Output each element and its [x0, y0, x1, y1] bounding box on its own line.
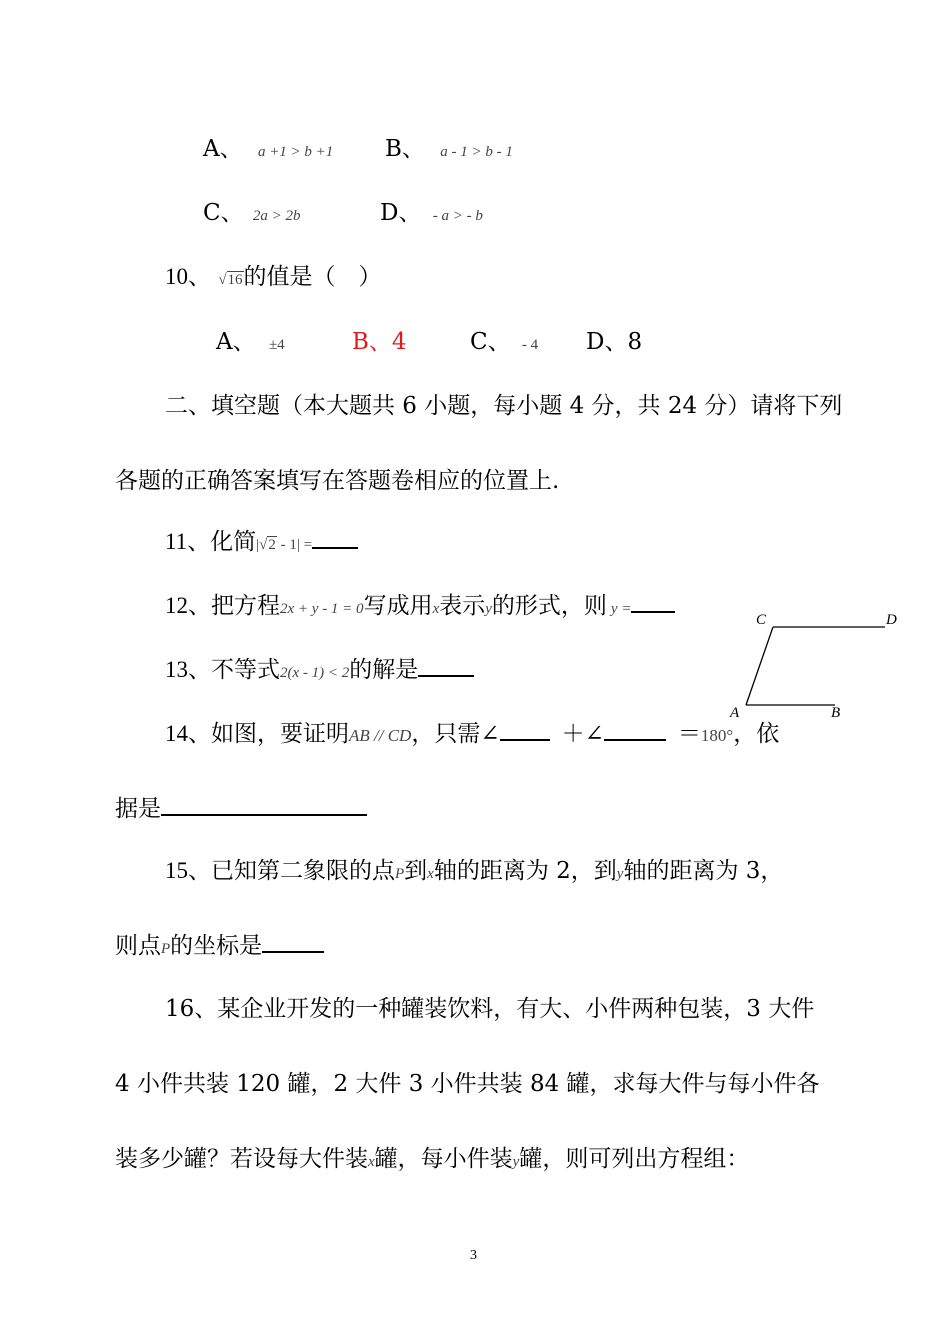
radicand: 2 — [268, 537, 276, 553]
q9-option-d — [380, 198, 483, 231]
q10-option-d — [586, 327, 642, 357]
question-number: 15、 — [165, 858, 211, 883]
text-span: 则点 — [115, 933, 161, 959]
text-span: 表示 — [439, 593, 486, 619]
answer-blank[interactable] — [312, 527, 358, 549]
parallel-lines-figure — [725, 606, 905, 722]
text-span: 装多少罐？若设每大件装 — [115, 1146, 368, 1172]
label-d: D — [886, 612, 897, 628]
inequality: 2(x - 1) < 2 — [280, 665, 350, 681]
option-label: A、 — [216, 329, 256, 355]
text-span: ＋∠ — [561, 721, 604, 747]
question-14-line2 — [115, 794, 367, 824]
question-14 — [165, 719, 779, 751]
question-number: 11、 — [165, 529, 211, 554]
question-16-line3 — [115, 1144, 749, 1177]
text-span: ，只需∠ — [411, 721, 500, 747]
option-math: - a > - b — [432, 208, 483, 224]
var-y: y — [485, 601, 492, 617]
q9-option-b — [385, 134, 513, 167]
answer-blank-angle-1[interactable] — [500, 719, 550, 741]
text-span: 据是 — [115, 796, 161, 822]
text-span: 轴的距离为 3， — [623, 858, 784, 884]
label-b: B — [831, 705, 841, 721]
text-span: 如图，要证明 — [211, 721, 349, 747]
text-span: 轴的距离为 2，到 — [433, 858, 617, 884]
text-span: 到 — [404, 858, 428, 884]
abs-expression: |√2 - 1| = — [256, 537, 313, 553]
var-x: x — [368, 1154, 375, 1170]
answer-blank[interactable] — [418, 655, 474, 677]
radicand: 16 — [227, 272, 243, 288]
question-16-line1: 16、某企业开发的一种罐装饮料，有大、小件两种包装，3 大件 — [165, 996, 815, 1022]
option-math: a +1 > b +1 — [257, 144, 334, 160]
question-number: 13、 — [165, 657, 211, 682]
q10-option-c — [470, 327, 538, 360]
text-span: 不等式 — [211, 657, 280, 683]
question-16-line2: 4 小件共装 120 罐，2 大件 3 小件共装 84 罐，求每大件与每小件各 — [115, 1071, 820, 1097]
sqrt-expression: √16 — [218, 272, 243, 288]
q10-option-b-correct — [352, 327, 407, 357]
option-label: B、 — [385, 136, 425, 162]
text-span: 罐，每小件装 — [374, 1146, 513, 1172]
section-2-heading-line1: 二、填空题（本大题共 6 小题，每小题 4 分，共 24 分）请将下列 — [165, 393, 843, 419]
q10-option-a — [216, 327, 285, 360]
var-x: x — [427, 866, 434, 882]
option-math: ±4 — [268, 337, 285, 353]
option-label: D、8 — [586, 329, 643, 355]
option-label: A、 — [203, 136, 243, 162]
label-c: C — [756, 612, 767, 628]
option-math: - 4 — [521, 337, 539, 353]
text-span: 的解是 — [349, 657, 419, 683]
question-11 — [165, 527, 358, 560]
answer-blank[interactable] — [262, 931, 324, 953]
question-15 — [165, 856, 783, 889]
section-2-heading-line2: 各题的正确答案填写在答题卷相应的位置上. — [115, 468, 560, 494]
math-rest: - 1| = — [276, 537, 313, 553]
var-p: P — [161, 941, 171, 957]
option-label: B、4 — [352, 329, 407, 355]
var-x: x — [432, 601, 440, 617]
question-text: 的值是（ ） — [243, 264, 382, 290]
parallel-expression: AB // CD — [349, 726, 412, 745]
segment-ca — [746, 627, 773, 705]
label-a: A — [730, 705, 740, 721]
text-span: 写成用 — [363, 593, 433, 619]
text-span: 把方程 — [211, 593, 280, 619]
var-y: y — [512, 1154, 520, 1170]
equation: 2x + y - 1 = 0 — [280, 601, 364, 617]
degree-value: 180° — [700, 726, 734, 745]
page-number: 3 — [470, 1248, 477, 1263]
option-math: 2a > 2b — [252, 208, 301, 224]
question-number: 10、 — [165, 264, 211, 289]
text-span: ＝ — [677, 721, 701, 747]
question-text: 化简 — [210, 529, 257, 555]
question-15-line2 — [115, 931, 324, 964]
var-y-equals: y = — [610, 601, 632, 617]
abs-bar: | — [256, 537, 260, 553]
question-number: 14、 — [165, 721, 211, 746]
text-span: ，依 — [733, 721, 780, 747]
text-span: 已知第二象限的点 — [211, 858, 395, 884]
question-number: 12、 — [165, 593, 211, 618]
q9-option-a — [203, 134, 333, 167]
question-13 — [165, 655, 474, 688]
var-y: y — [616, 866, 624, 882]
option-label: C、 — [470, 329, 511, 355]
var-p: P — [395, 866, 405, 882]
text-span: 的坐标是 — [170, 933, 263, 959]
q9-option-c — [203, 198, 301, 231]
answer-blank-reason[interactable] — [161, 794, 367, 816]
text-span: 罐，则可列出方程组： — [519, 1146, 750, 1172]
question-10 — [165, 262, 382, 295]
answer-blank[interactable] — [631, 591, 675, 613]
option-label: D、 — [380, 200, 422, 226]
option-math: a - 1 > b - 1 — [440, 144, 513, 160]
answer-blank-angle-2[interactable] — [604, 719, 666, 741]
question-12 — [165, 591, 675, 624]
option-label: C、 — [203, 200, 244, 226]
text-span: 的形式，则 — [491, 593, 607, 619]
